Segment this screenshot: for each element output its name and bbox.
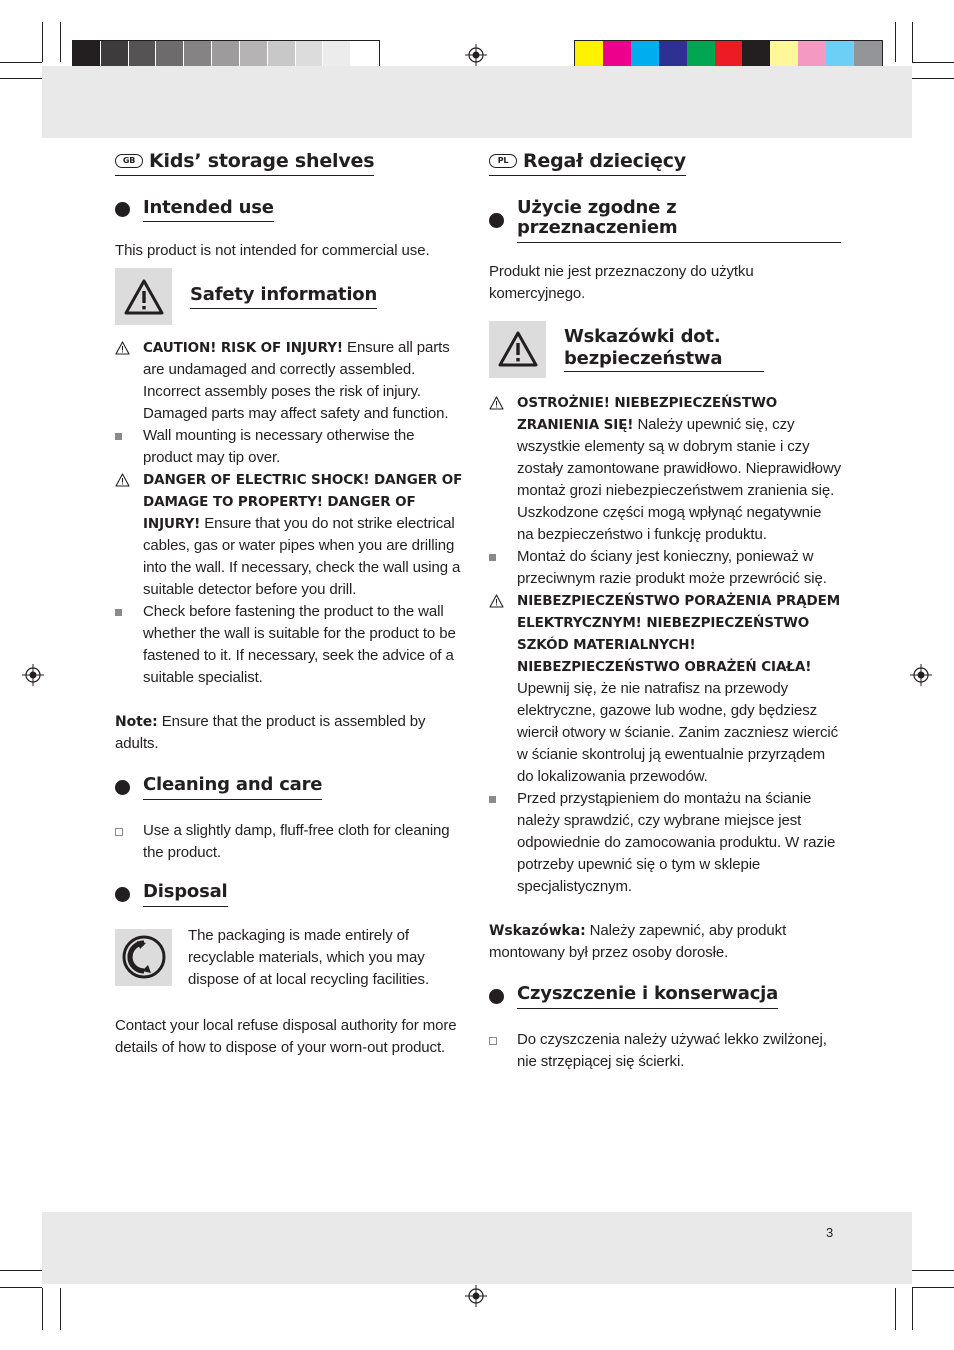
note-label: Note: bbox=[115, 714, 158, 731]
safety-list bbox=[115, 337, 467, 689]
section-heading: Użycie zgodne z przeznaczeniem bbox=[517, 198, 841, 243]
registration-mark-icon bbox=[465, 44, 487, 66]
section-safety bbox=[489, 321, 841, 378]
intended-use-text: Produkt nie jest przeznaczony do użytku komercyjnego. bbox=[489, 262, 754, 302]
language-badge: GB bbox=[115, 154, 143, 168]
color-swatch bbox=[351, 41, 379, 69]
recycling-icon bbox=[115, 929, 172, 986]
section-safety bbox=[115, 268, 467, 325]
crop-mark bbox=[912, 62, 954, 63]
list-item bbox=[489, 546, 841, 590]
color-swatch bbox=[323, 41, 351, 69]
item-text: Wall mounting is necessary otherwise the product may tip over. bbox=[143, 427, 415, 467]
warning-label: OSTROŻNIE! NIEBEZPIECZEŃSTWO ZRANIENIA SIĘ! bbox=[517, 394, 778, 433]
item-text: Ensure all parts are undamaged and correctly assembled. Incorrect assembly poses the risk of injury. Damaged parts may affect safety and function. bbox=[143, 339, 450, 423]
list-item bbox=[115, 601, 467, 689]
color-swatch bbox=[659, 41, 687, 69]
warning-icon bbox=[115, 469, 143, 601]
list-item-text bbox=[517, 788, 841, 898]
warning-icon bbox=[489, 590, 517, 788]
color-swatch bbox=[212, 41, 240, 69]
item-text: Do czyszczenia należy używać lekko zwilżonej, nie strzępiącej się ścierki. bbox=[517, 1030, 827, 1070]
crop-mark bbox=[0, 1287, 42, 1288]
item-text: Przed przystąpieniem do montażu na ścianie należy sprawdzić, czy wybrane miejsce jest odpowiednie do zamocowania produktu. W razie potrzeby upewnić się o tym w sklepie specjalistycznym. bbox=[517, 789, 836, 895]
color-swatch bbox=[73, 41, 101, 69]
warning-icon bbox=[115, 337, 143, 425]
page-title bbox=[115, 150, 374, 176]
crop-mark bbox=[42, 1288, 43, 1330]
color-swatch bbox=[603, 41, 631, 69]
list-item-text bbox=[143, 337, 467, 425]
note-text: Należy zapewnić, aby produkt montowany był przez osoby dorosłe. bbox=[489, 921, 787, 961]
bullet-icon bbox=[489, 989, 504, 1004]
color-swatch bbox=[854, 41, 882, 69]
disposal-contact-text: Contact your local refuse disposal authority for more details of how to dispose of your worn-out product. bbox=[115, 1016, 457, 1056]
section-heading: Czyszczenie i konserwacja bbox=[517, 984, 778, 1009]
color-swatch bbox=[826, 41, 854, 69]
list-item bbox=[489, 590, 841, 788]
section-heading: Safety information bbox=[190, 284, 377, 309]
cleaning-list bbox=[489, 1029, 841, 1073]
note-label: Wskazówka: bbox=[489, 922, 586, 939]
warning-icon bbox=[489, 392, 517, 546]
section-heading: Wskazówki dot. bezpieczeństwa bbox=[564, 326, 764, 372]
crop-mark bbox=[912, 1287, 954, 1288]
note-paragraph bbox=[489, 920, 841, 964]
square-bullet-icon bbox=[115, 425, 143, 469]
section-intended-use bbox=[489, 198, 841, 243]
warning-label: NIEBEZPIECZEŃSTWO PORAŻENIA PRĄDEM ELEKTRYCZNYM! NIEBEZPIECZEŃSTWO SZKÓD MATERIALNYCH! NIEBEZPIECZEŃSTWO OBRAŻEŃ CIAŁA! bbox=[517, 592, 841, 675]
list-item bbox=[489, 788, 841, 898]
list-item bbox=[489, 1029, 841, 1073]
color-swatch bbox=[268, 41, 296, 69]
crop-mark bbox=[895, 1288, 896, 1330]
cleaning-list bbox=[115, 820, 467, 864]
note-paragraph bbox=[115, 711, 467, 755]
color-swatch bbox=[156, 41, 184, 69]
column-english bbox=[115, 148, 467, 1059]
color-swatch bbox=[184, 41, 212, 69]
warning-label: DANGER OF ELECTRIC SHOCK! DANGER OF DAMAGE TO PROPERTY! DANGER OF INJURY! bbox=[143, 472, 463, 533]
intended-use-text: This product is not intended for commercial use. bbox=[115, 242, 430, 260]
crop-mark bbox=[0, 1270, 42, 1271]
list-item-text bbox=[517, 1029, 841, 1073]
open-square-bullet-icon bbox=[489, 1029, 517, 1073]
registration-mark-icon bbox=[910, 664, 932, 686]
color-swatch bbox=[770, 41, 798, 69]
color-swatch bbox=[715, 41, 743, 69]
warning-label: CAUTION! RISK OF INJURY! bbox=[143, 340, 343, 357]
crop-mark bbox=[912, 1270, 954, 1271]
disposal-text: The packaging is made entirely of recyclable materials, which you may dispose of at local recycling facilities. bbox=[188, 926, 430, 988]
color-swatch bbox=[798, 41, 826, 69]
crop-mark bbox=[895, 22, 896, 62]
footer-band bbox=[42, 1212, 912, 1284]
crop-mark bbox=[0, 78, 42, 79]
warning-triangle-icon bbox=[115, 268, 172, 325]
disposal-block bbox=[115, 925, 467, 991]
section-heading: Disposal bbox=[143, 882, 228, 907]
section-cleaning bbox=[115, 775, 467, 800]
item-text: Use a slightly damp, fluff-free cloth for cleaning the product. bbox=[143, 821, 450, 861]
crop-mark bbox=[912, 78, 954, 79]
item-text: Upewnij się, że nie natrafisz na przewody elektryczne, gazowe lub wodne, gdy będziesz wiercił otwory w ścianie. Zanim zaczniesz wiercić w ścianie skontroluj ją ewentualnie przyrządem do lokalizowania przewodów. bbox=[517, 679, 839, 785]
crop-mark bbox=[0, 62, 42, 63]
registration-mark-icon bbox=[465, 1285, 487, 1307]
registration-mark-icon bbox=[22, 664, 44, 686]
list-item-text bbox=[517, 590, 841, 788]
color-swatch bbox=[101, 41, 129, 69]
list-item-text bbox=[517, 392, 841, 546]
list-item-text bbox=[143, 469, 467, 601]
crop-mark bbox=[60, 1288, 61, 1330]
color-swatch bbox=[296, 41, 324, 69]
color-swatch bbox=[129, 41, 157, 69]
list-item bbox=[489, 392, 841, 546]
section-intended-use bbox=[115, 198, 467, 223]
color-swatch bbox=[742, 41, 770, 69]
crop-mark bbox=[42, 22, 43, 62]
list-item-text bbox=[517, 546, 841, 590]
section-heading: Cleaning and care bbox=[143, 775, 322, 800]
list-item-text bbox=[143, 601, 467, 689]
list-item-text bbox=[143, 425, 467, 469]
square-bullet-icon bbox=[115, 601, 143, 689]
crop-mark bbox=[60, 22, 61, 62]
language-badge: PL bbox=[489, 154, 517, 168]
open-square-bullet-icon bbox=[115, 820, 143, 864]
item-text: Należy upewnić się, czy wszystkie elementy są w dobrym stanie i czy zostały zamontowane prawidłowo. Nieprawidłowy montaż grozi niebezpieczeństwem zranienia się. Uszkodzone części mogą wpłynąć negatywnie na bezpieczeństwo i funkcję produktu. bbox=[517, 415, 841, 543]
square-bullet-icon bbox=[489, 546, 517, 590]
bullet-icon bbox=[489, 213, 504, 228]
section-heading: Intended use bbox=[143, 198, 274, 223]
safety-list bbox=[489, 392, 841, 898]
page-title-text: Kids’ storage shelves bbox=[149, 149, 375, 172]
page-number: 3 bbox=[826, 1225, 834, 1240]
item-text: Ensure that you do not strike electrical cables, gas or water pipes when you are drilling into the wall. If necessary, check the wall using a suitable detector before you drill. bbox=[143, 515, 461, 599]
page-title-text: Regał dziecięcy bbox=[523, 149, 686, 172]
column-polish bbox=[489, 148, 841, 1073]
section-disposal bbox=[115, 882, 467, 907]
color-swatch bbox=[575, 41, 603, 69]
color-swatch bbox=[240, 41, 268, 69]
crop-mark bbox=[912, 1288, 913, 1330]
list-item bbox=[115, 469, 467, 601]
color-swatch bbox=[687, 41, 715, 69]
bullet-icon bbox=[115, 202, 130, 217]
section-cleaning bbox=[489, 984, 841, 1009]
list-item bbox=[115, 820, 467, 864]
list-item bbox=[115, 425, 467, 469]
list-item bbox=[115, 337, 467, 425]
item-text: Montaż do ściany jest konieczny, ponieważ w przeciwnym razie produkt może przewrócić się. bbox=[517, 547, 827, 587]
note-text: Ensure that the product is assembled by adults. bbox=[115, 713, 426, 753]
header-band bbox=[42, 66, 912, 138]
list-item-text bbox=[143, 820, 467, 864]
color-swatch bbox=[631, 41, 659, 69]
square-bullet-icon bbox=[489, 788, 517, 898]
bullet-icon bbox=[115, 887, 130, 902]
warning-triangle-icon bbox=[489, 321, 546, 378]
page-title bbox=[489, 150, 686, 176]
item-text: Check before fastening the product to the wall whether the wall is suitable for the product to be fastened to it. If necessary, seek the advice of a suitable specialist. bbox=[143, 603, 456, 687]
bullet-icon bbox=[115, 780, 130, 795]
crop-mark bbox=[912, 22, 913, 62]
